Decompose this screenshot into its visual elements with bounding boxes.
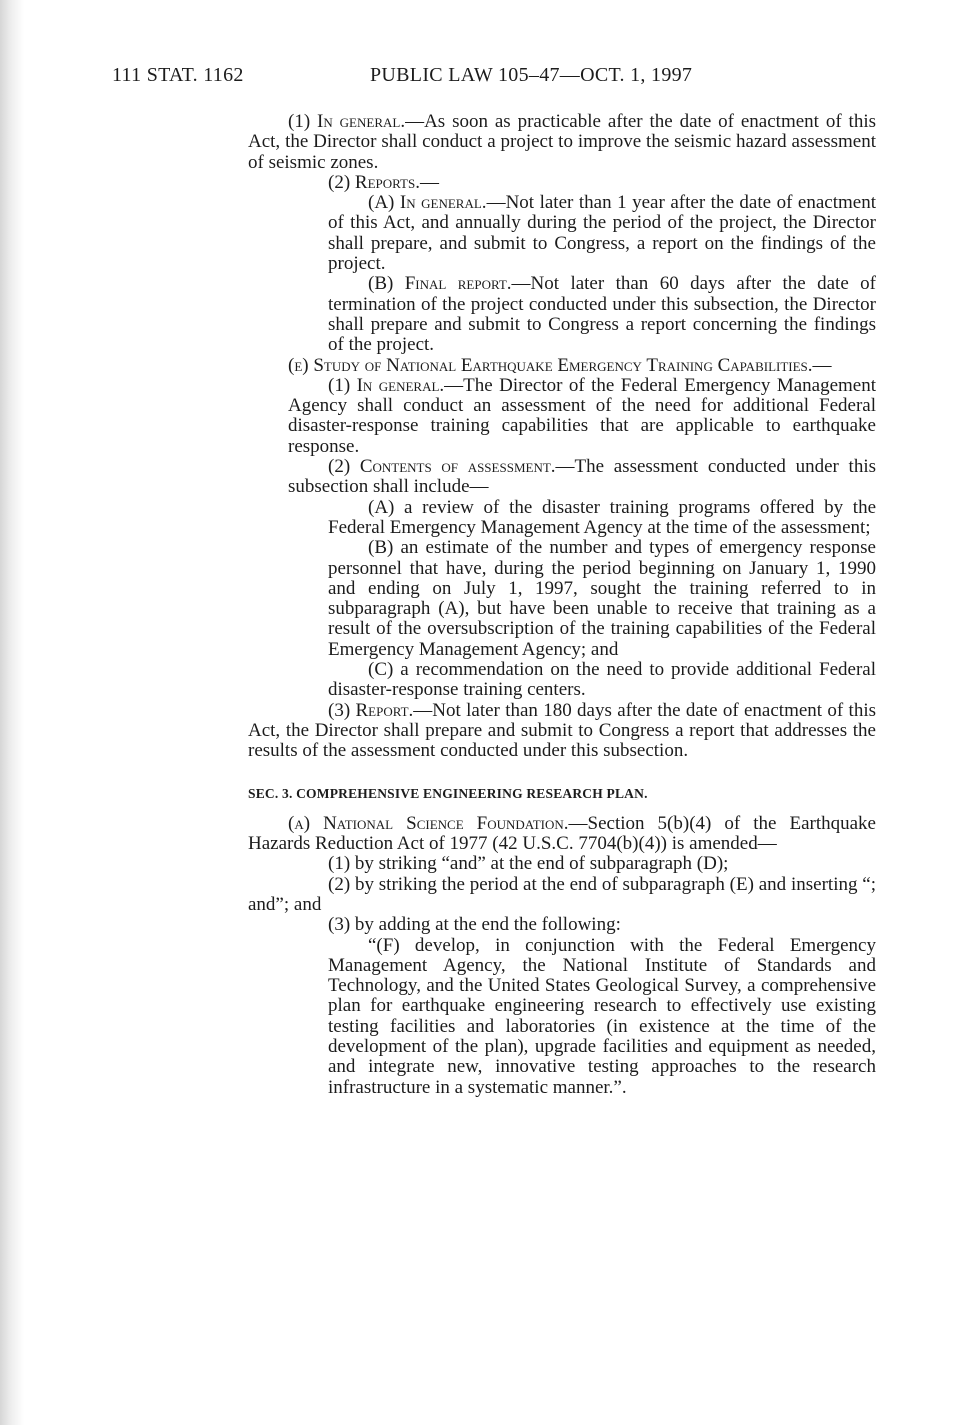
subparagraph-2a-in-general: (A) In general.—Not later than 1 year after the date of enactment of this Act, and annually during the period of the project, the Director shall prepare, and submit to Congress, a report on the findings of the project. [328,192,877,275]
subparagraph-e2c: (C) a recommendation on the need to provide additional Federal disaster-response training centers. [328,659,876,701]
amendment-1: (1) by striking “and” at the end of subparagraph (D); [328,853,729,875]
paragraph-2-reports: (2) Reports.— [328,171,439,193]
statute-reference: 111 STAT. 1162 [112,64,244,86]
amendment-2: (2) by striking the period at the end of subparagraph (E) and inserting “; and”; and [248,873,876,915]
running-title: PUBLIC LAW 105–47—OCT. 1, 1997 [370,64,693,86]
amendment-3: (3) by adding at the end the following: [328,914,621,936]
subsection-a-nsf: (a) National Science Foundation.—Section 5(b)(4) of the Earthquake Hazards Reduction Act of 1977 (42 U.S.C. 7704(b)(4)) is amended— [248,812,876,855]
paragraph-1-in-general: (1) In general.—As soon as practicable after the date of enactment of this Act, the Director shall conduct a project to improve the seismic hazard assessment of seismic zones. [248,111,877,173]
document-body [248,112,876,1098]
subparagraph-e2a: (A) a review of the disaster training programs offered by the Federal Emergency Management Agency at the time of the assessment; [328,496,876,538]
paragraph-e3-report: (3) Report.—Not later than 180 days after the date of enactment of this Act, the Director shall prepare and submit to Congress a report that addresses the results of the assessment conducted under this subsection. [248,699,876,762]
section-3-heading: SEC. 3. COMPREHENSIVE ENGINEERING RESEARCH PLAN. [248,785,648,801]
subparagraph-e2b: (B) an estimate of the number and types of emergency response personnel that have, during the period beginning on January 1, 1990 and ending on July 1, 1997, sought the training referred to in subparagraph (A), but have been unable to receive that training as a result of the oversubscription of the training capabilities of the Federal Emergency Management Agency; and [328,537,876,660]
inserted-subparagraph-f: “(F) develop, in conjunction with the Federal Emergency Management Agency, the National Institute of Standards and Technology, and the United States Geological Survey, a comprehensive plan for earthquake engineering research to effectively use existing testing facilities and laboratories (in existence at the time of the development of the plan), upgrade facilities and equipment as needed, and integrate new, innovative testing approaches to the research infrastructure in a systematic manner.”. [328,934,876,1098]
paragraph-e2-contents: (2) Contents of assessment.—The assessment conducted under this subsection shall include— [288,456,876,498]
subparagraph-2b-final-report: (B) Final report.—Not later than 60 days after the date of termination of the project conducted under this subsection, the Director shall prepare and submit to Congress a report concerning the findings of the project. [328,273,876,356]
paragraph-e1-in-general: (1) In general.—The Director of the Federal Emergency Management Agency shall conduct an assessment of the need for additional Federal disaster-response training capabilities that are applicable to earthquake response. [288,374,877,457]
page-header [112,64,752,90]
subsection-e-heading: (e) Study of National Earthquake Emergency Training Capabilities.— [288,354,832,376]
